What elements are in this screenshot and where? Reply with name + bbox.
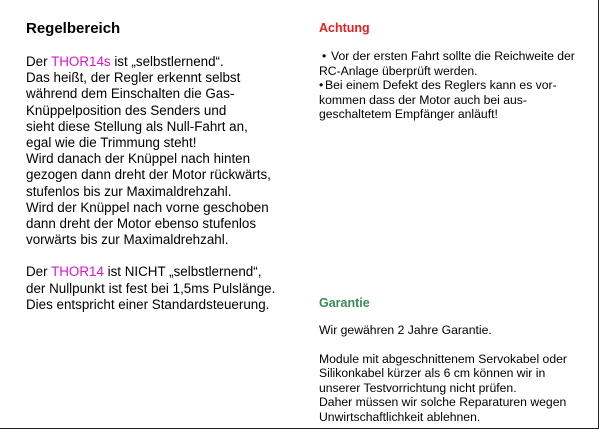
text-run: Der — [26, 264, 52, 280]
paragraph-line: Das heißt, der Regler erkennt selbst — [26, 70, 241, 86]
bullet-line — [319, 78, 589, 93]
section-heading: Regelbereich — [26, 20, 121, 37]
bullet-icon: • — [319, 78, 324, 93]
paragraph-line — [26, 264, 301, 280]
paragraph-line: unserer Testvorrichtung nicht prüfen. — [319, 380, 517, 395]
product-name: THOR14s — [51, 54, 111, 69]
spacer — [319, 338, 589, 352]
paragraph-line: der Nullpunkt ist fest bei 1,5ms Pulslänge. — [26, 280, 276, 296]
paragraph-line: vorwärts bis zur Maximaldrehzahl. — [26, 232, 229, 248]
regelbereich-text — [26, 54, 301, 313]
garantie-heading: Garantie — [319, 296, 370, 310]
text-run: ist NICHT „selbstlernend“, — [103, 264, 262, 280]
paragraph-line: Module mit abgeschnittenem Servokabel oder — [319, 351, 567, 366]
achtung-text — [319, 49, 589, 122]
text-run: Der — [26, 54, 52, 69]
garantie-section — [319, 295, 589, 425]
paragraph-line: Dies entspricht einer Standardsteuerung. — [26, 296, 270, 312]
bullet-line — [319, 49, 589, 64]
regelbereich-section — [26, 20, 301, 313]
paragraph-line: Wird danach der Knüppel nach hinten — [26, 151, 251, 167]
paragraph-line: Wir gewähren 2 Jahre Garantie. — [319, 323, 492, 337]
achtung-section — [319, 20, 589, 122]
paragraph-line: Daher müssen wir solche Reparaturen wegen — [319, 395, 567, 410]
achtung-heading: Achtung — [319, 21, 370, 35]
bullet-continuation: RC-Anlage überprüft werden. — [319, 63, 478, 78]
paragraph-line: sieht diese Stellung als Null-Fahrt an, — [26, 118, 248, 134]
paragraph-line — [26, 54, 301, 70]
paragraph-line: Unwirtschaftlichkeit ablehnen. — [319, 409, 481, 424]
paragraph-line: gezogen dann dreht der Motor rückwärts, — [26, 167, 271, 183]
paragraph-line: Wird der Knüppel nach vorne geschoben — [26, 199, 269, 215]
bullet-continuation: geschaltetem Empfänger anläuft! — [319, 107, 498, 122]
text-run: Vor der ersten Fahrt sollte die Reichweite der — [331, 49, 575, 63]
paragraph-line: Silikonkabel kürzer als 6 cm können wir in — [319, 366, 546, 381]
text-run: ist „selbstlernend“. — [110, 54, 224, 69]
spacer — [26, 248, 301, 264]
paragraph-line: während dem Einschalten die Gas- — [26, 86, 235, 102]
bullet-icon: • — [322, 49, 327, 63]
paragraph-line: Knüppelposition des Senders und — [26, 102, 227, 118]
product-name: THOR14 — [51, 264, 104, 280]
text-run: Bei einem Defekt des Reglers kann es vor- — [325, 78, 557, 93]
bullet-continuation: kommen dass der Motor auch bei aus- — [319, 92, 527, 107]
paragraph-line: stufenlos bis zur Maximaldrehzahl. — [26, 183, 232, 199]
paragraph-line: egal wie die Trimmung steht! — [26, 135, 197, 151]
paragraph-line: dann dreht der Motor ebenso stufenlos — [26, 216, 257, 232]
garantie-text — [319, 323, 589, 425]
